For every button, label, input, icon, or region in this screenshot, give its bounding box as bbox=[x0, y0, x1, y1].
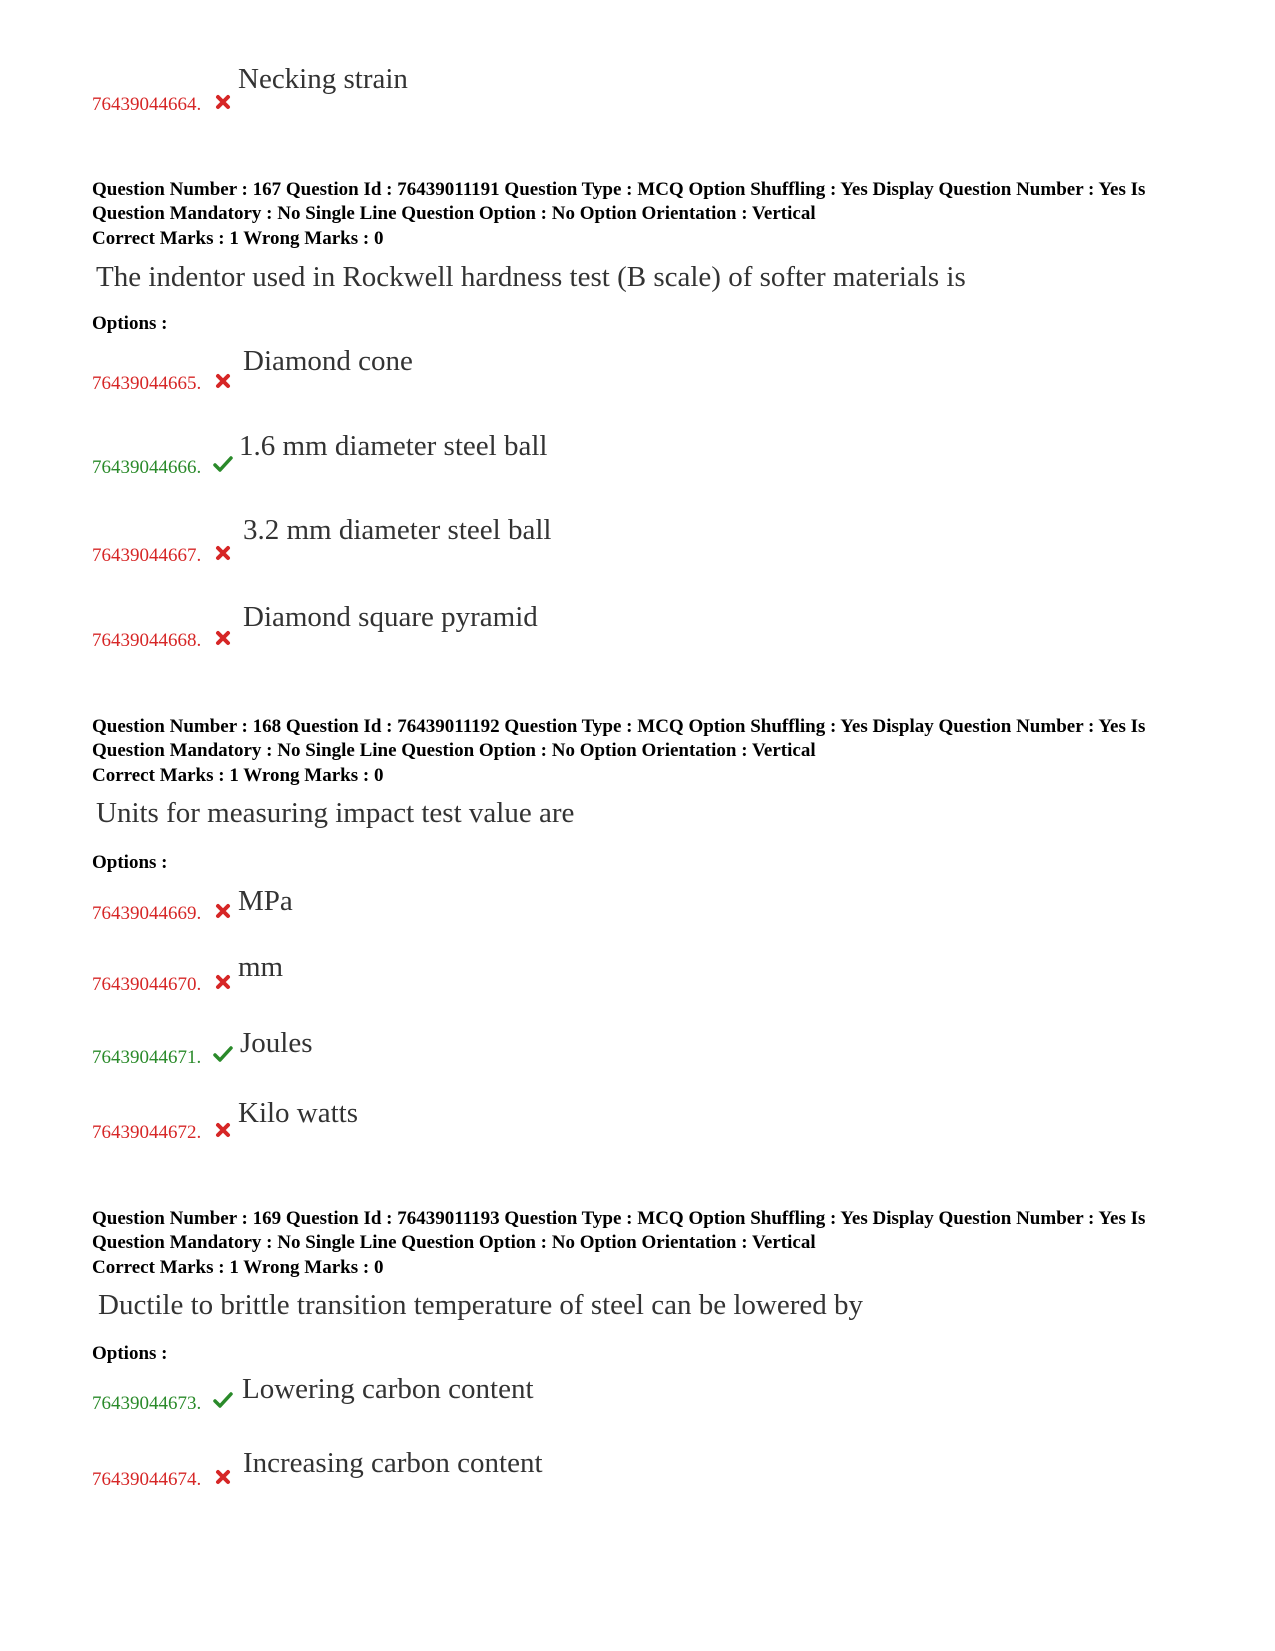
cross-icon bbox=[214, 629, 232, 647]
option-id: 76439044669. bbox=[92, 903, 202, 924]
check-icon bbox=[213, 1391, 233, 1409]
option-text: mm bbox=[238, 951, 284, 983]
question-meta: Question Number : 169 Question Id : 76439011193 Question Type : MCQ Option Shuffling : Yes Display Question Number : Yes Is Question Mandatory : No Single Line Question Option : No Option Orientation : Vertical bbox=[92, 1208, 1146, 1253]
options-label: Options : bbox=[92, 1343, 168, 1364]
option-id: 76439044670. bbox=[92, 974, 202, 995]
cross-icon bbox=[214, 973, 232, 991]
option-id: 76439044667. bbox=[92, 545, 202, 566]
option-id: 76439044672. bbox=[92, 1122, 202, 1143]
option-text: Necking strain bbox=[238, 63, 408, 95]
option-text: 1.6 mm diameter steel ball bbox=[239, 430, 548, 462]
question-marks: Correct Marks : 1 Wrong Marks : 0 bbox=[92, 765, 384, 786]
option-id: 76439044671. bbox=[92, 1047, 202, 1068]
option-text: 3.2 mm diameter steel ball bbox=[243, 514, 552, 546]
question-marks: Correct Marks : 1 Wrong Marks : 0 bbox=[92, 1257, 384, 1278]
question-meta: Question Number : 167 Question Id : 76439011191 Question Type : MCQ Option Shuffling : Yes Display Question Number : Yes Is Question Mandatory : No Single Line Question Option : No Option Orientation : Vertical bbox=[92, 179, 1146, 224]
check-icon bbox=[213, 455, 233, 473]
option-text: MPa bbox=[238, 885, 293, 917]
cross-icon bbox=[214, 1468, 232, 1486]
question-text: Ductile to brittle transition temperature of steel can be lowered by bbox=[98, 1289, 864, 1321]
question-marks: Correct Marks : 1 Wrong Marks : 0 bbox=[92, 228, 384, 249]
question-meta: Question Number : 168 Question Id : 76439011192 Question Type : MCQ Option Shuffling : Yes Display Question Number : Yes Is Question Mandatory : No Single Line Question Option : No Option Orientation : Vertical bbox=[92, 716, 1146, 761]
cross-icon bbox=[214, 1121, 232, 1139]
option-text: Increasing carbon content bbox=[243, 1447, 543, 1479]
option-id: 76439044664. bbox=[92, 94, 202, 115]
option-id: 76439044665. bbox=[92, 373, 202, 394]
option-text: Joules bbox=[240, 1027, 313, 1059]
options-label: Options : bbox=[92, 852, 168, 873]
option-id: 76439044673. bbox=[92, 1393, 202, 1414]
check-icon bbox=[213, 1045, 233, 1063]
cross-icon bbox=[214, 93, 232, 111]
option-text: Lowering carbon content bbox=[242, 1373, 534, 1405]
option-text: Kilo watts bbox=[238, 1097, 359, 1129]
options-label: Options : bbox=[92, 313, 168, 334]
cross-icon bbox=[214, 372, 232, 390]
option-id: 76439044668. bbox=[92, 630, 202, 651]
option-id: 76439044666. bbox=[92, 457, 202, 478]
question-text: Units for measuring impact test value are bbox=[96, 797, 575, 829]
question-text: The indentor used in Rockwell hardness test (B scale) of softer materials is bbox=[96, 261, 966, 293]
option-id: 76439044674. bbox=[92, 1469, 202, 1490]
option-text: Diamond cone bbox=[243, 345, 413, 377]
cross-icon bbox=[214, 544, 232, 562]
option-text: Diamond square pyramid bbox=[243, 601, 538, 633]
cross-icon bbox=[214, 902, 232, 920]
